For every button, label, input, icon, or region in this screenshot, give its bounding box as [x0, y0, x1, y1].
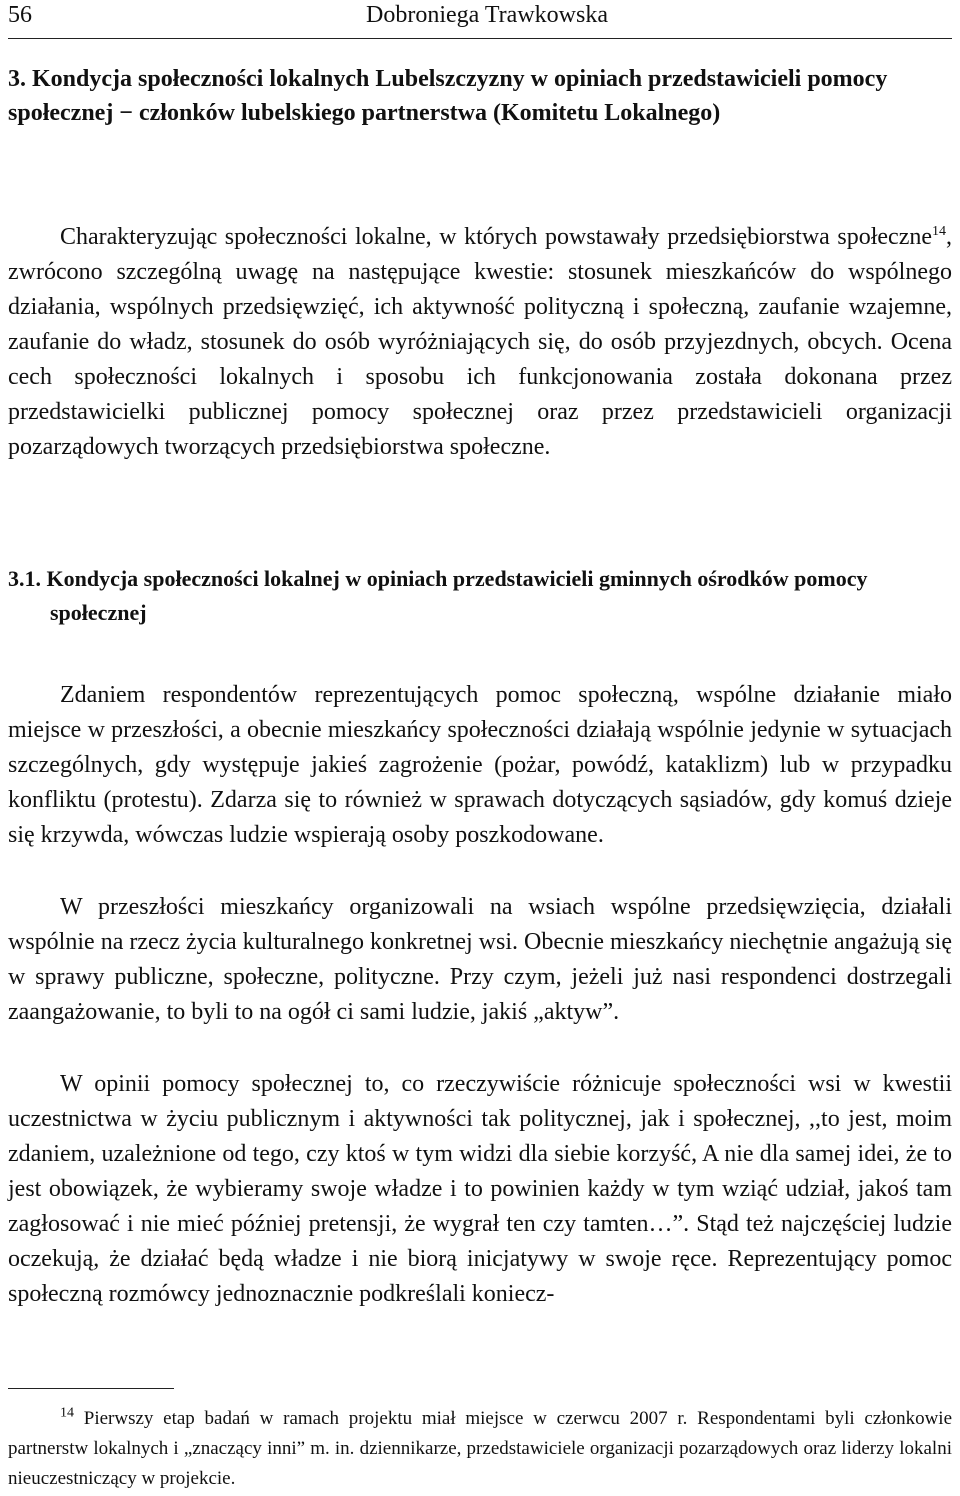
subsection-paragraph-3: W opinii pomocy społecznej to, co rzeczywiście różnicuje społeczności wsi w kwestii uczestnictwa w życiu publicznym i aktywności tak politycznej, jak i społecznej, ,,to jest, moim zdaniem, uzależnione od tego, czy ktoś w tym widzi dla siebie korzyść, A nie dla samej idei, że to jest obowiązek, że wybieramy swoje władze i to powinien każdy w tym wziąć udział, jakoś tam zagłosować i nie mieć później pretensji, że wygrał ten czy tamten…”. Stąd też najczęściej ludzie oczekują, że działać będą władze i nie biorą inicjatywy w swoje ręce. Reprezentujący pomoc społeczną rozmówcy jednoznacznie podkreślali koniecz- — [8, 1071, 952, 1307]
subsection-title: 3.1. Kondycja społeczności lokalnej w opiniach przedstawicieli gminnych ośrodków pomocy społecznej — [8, 566, 868, 625]
section-title: 3. Kondycja społeczności lokalnych Lubelszczyzny w opiniach przedstawicieli pomocy społecznej − członków lubelskiego partnerstwa (Komitetu Lokalnego) — [8, 66, 888, 126]
paragraph-text: Charakteryzując społeczności lokalne, w których powstawały przedsiębiorstwa społeczne — [60, 224, 932, 250]
page-number: 56 — [8, 2, 32, 28]
running-head: Dobroniega Trawkowska — [366, 2, 608, 28]
page-header — [8, 0, 952, 39]
subsection-paragraph-1: Zdaniem respondentów reprezentujących pomoc społeczną, wspólne działanie miało miejsce w przeszłości, a obecnie mieszkańcy społeczności działają wspólnie jedynie w sytuacjach szczególnych, gdy występuje jakieś zagrożenie (pożar, powódź, kataklizm) lub w przypadku konfliktu (protestu). Zdarza się to również w sprawach dotyczących sąsiadów, gdy komuś dzieje się krzywda, wówczas ludzie wspierają osoby poszkodowane. — [8, 682, 952, 848]
paragraph-text: , zwrócono szczególną uwagę na następujące kwestie: stosunek mieszkańców do wspólnego działania, wspólnych przedsięwzięć, ich aktywność polityczną i społeczną, zaufanie wzajemne, zaufanie do władz, stosunek do osób wyróżniających się, do osób przyjezdnych, obcych. Ocena cech społeczności lokalnych i sposobu ich funkcjonowania została dokonana przez przedstawicielki publicznej pomocy społecznej oraz przez przedstawicieli organizacji pozarządowych tworzących przedsiębiorstwa społeczne. — [8, 224, 952, 460]
section-paragraph — [8, 220, 952, 465]
subsection-paragraph-2: W przeszłości mieszkańcy organizowali na wsiach wspólne przedsięwzięcia, działali wspólnie na rzecz życia kulturalnego konkretnej wsi. Obecnie mieszkańcy niechętnie angażują się w sprawy publiczne, społeczne, polityczne. Przy czym, jeżeli już nasi respondenci dostrzegali zaangażowanie, to byli to na ogół ci sami ludzie, jakiś „aktyw”. — [8, 894, 952, 1025]
footnote — [8, 1404, 952, 1494]
footnote-number: 14 — [60, 1405, 74, 1421]
footnote-text: Pierwszy etap badań w ramach projektu miał miejsce w czerwcu 2007 r. Respondentami byli członkowie partnerstw lokalnych i „znaczący inni” m. in. dziennikarze, przedstawiciele organizacji pozarządowych oraz liderzy lokalni nieuczestniczący w projekcie. — [8, 1408, 952, 1489]
footnote-divider — [8, 1388, 174, 1389]
footnote-reference[interactable]: 14 — [932, 224, 946, 239]
